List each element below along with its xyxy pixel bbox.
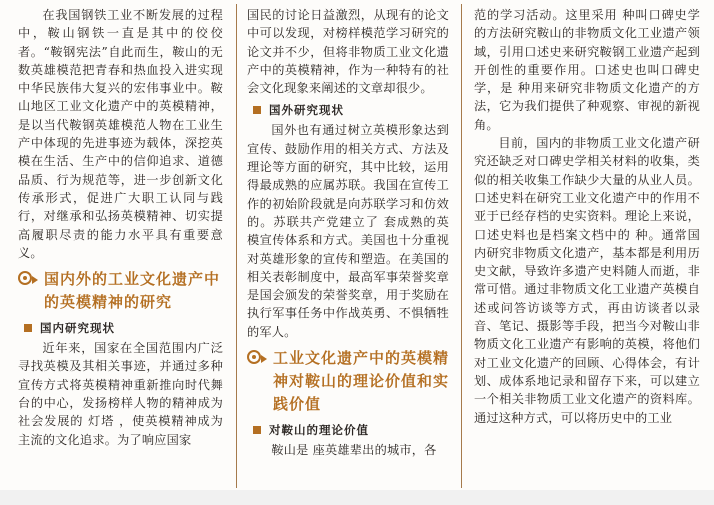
- section-heading-text: 国内外的工业文化遗产中的英模精神的研究: [44, 270, 221, 312]
- foreign-paragraph: 国外也有通过树立英模形象达到宣传、鼓励作用的相关方式、方法及理论等方面的研究，其中比较，运用得最成熟的应属苏联。我国在宣传工作的初始阶段就是向苏联学习和仿效的。苏联共产党建立了 套成熟的英模宣传体系和方式。美国也十分重视对英雄形象的宣传和塑造。在美国的相关表彰制度中，最高军事荣誉奖章是国会颁发的荣誉奖章，用于奖励在执行军事任务中作战英勇、不惧牺牲的军人。: [247, 123, 449, 339]
- square-bullet-icon: [253, 426, 261, 434]
- continued-paragraph: 国民的讨论日益激烈，从现有的论文中可以发现，对榜样模范学习研究的论文并不少，但将非物质工业文化遗产中的英模精神，作为一种特有的社会文化现象来阐述的文章却很少。: [247, 8, 449, 96]
- footer-band: [0, 490, 714, 505]
- subheading-text: 国内研究现状: [40, 321, 115, 336]
- arrow-bullet-icon: [261, 355, 267, 363]
- section-heading-text: 工业文化遗产中的英模精神对鞍山的理论价值和实践价值: [273, 349, 450, 414]
- intro-paragraph: 在我国钢铁工业不断发展的过程中，鞍山钢铁一直是其中的佼佼者。“鞍钢宪法”自此而生，鞍山的无数英雄模范把青春和热血投入进实现中华民族伟大复兴的宏伟事业中。鞍山地区工业文化遗产中的英模精神，是以当代鞍钢英雄模范人物在工业生产中体现的先进事迹为载体，深挖英模在生活、生产中的信仰追求、道德品质、行为规范等，进一步创新文化传承形式，促进广大职工认同与践行，对继承和弘扬英模精神、切实提高履职尽责的能力水平具有重要意义。: [18, 8, 223, 260]
- subheading-theory: [247, 421, 449, 439]
- theory-paragraph: 鞍山是 座英雄辈出的城市，各: [271, 443, 437, 458]
- square-bullet-icon: [253, 106, 261, 114]
- section-heading-value: [247, 347, 449, 416]
- domestic-paragraph: 近年来，国家在全国范围内广泛寻找英模及其相关事迹，并通过多种宣传方式将英模精神重新推向时代舞台的中心，发扬榜样人物的精神成为社会发展的 灯塔 ，使英模精神成为主流的文化追求。为了响应国家: [18, 341, 223, 447]
- column-divider-2: [461, 4, 462, 488]
- arrow-bullet-icon: [32, 276, 38, 284]
- column-divider-1: [236, 4, 237, 488]
- square-bullet-icon: [24, 324, 32, 332]
- oral-history-paragraph: 范的学习活动。这里采用 种叫口碑史学的方法研究鞍山的非物质文化工业遗产领域，引用口述史来研究鞍钢工业遗产起到开创性的重要作用。口述史也叫口碑史学，是 种用来研究非物质文化遗产的方法，它为我们提供了种观察、审视的新视角。: [474, 8, 700, 132]
- subheading-foreign: [247, 101, 449, 119]
- target-bullet-icon: [18, 271, 32, 285]
- section-heading-research: [18, 268, 223, 314]
- column-1: [18, 6, 223, 449]
- subheading-text: 对鞍山的理论价值: [269, 423, 369, 438]
- subheading-text: 国外研究现状: [269, 103, 344, 118]
- column-2: [247, 6, 449, 459]
- current-status-paragraph: 目前，国内的非物质工业文化遗产研究还缺乏对口碑史学相关材料的收集，类似的相关收集工作缺少大量的从业人员。口述史料在研究工业文化遗产中的作用不亚于已经存档的史实资料。理论上来说，口述史料也是档案文档中的 种。通常国内研究非物质文化遗产，基本都是利用历史文献，导致许多遗产史料随人而逝，非常可惜。通过非物质文化工业遗产英模自述或问答访谈等方式，再由访谈者以录音、笔记、摄影等手段，把当今对鞍山非物质文化工业遗产有影响的英模，将他们对工业文化遗产的回顾、心得体会，有计划、成体系地记录和留存下来，可以建立一个相关非物质工业文化遗产的资料库。通过这种方式，可以将历史中的工业: [474, 136, 700, 425]
- column-3: [474, 6, 700, 427]
- subheading-domestic: [18, 319, 223, 337]
- target-bullet-icon: [247, 350, 261, 364]
